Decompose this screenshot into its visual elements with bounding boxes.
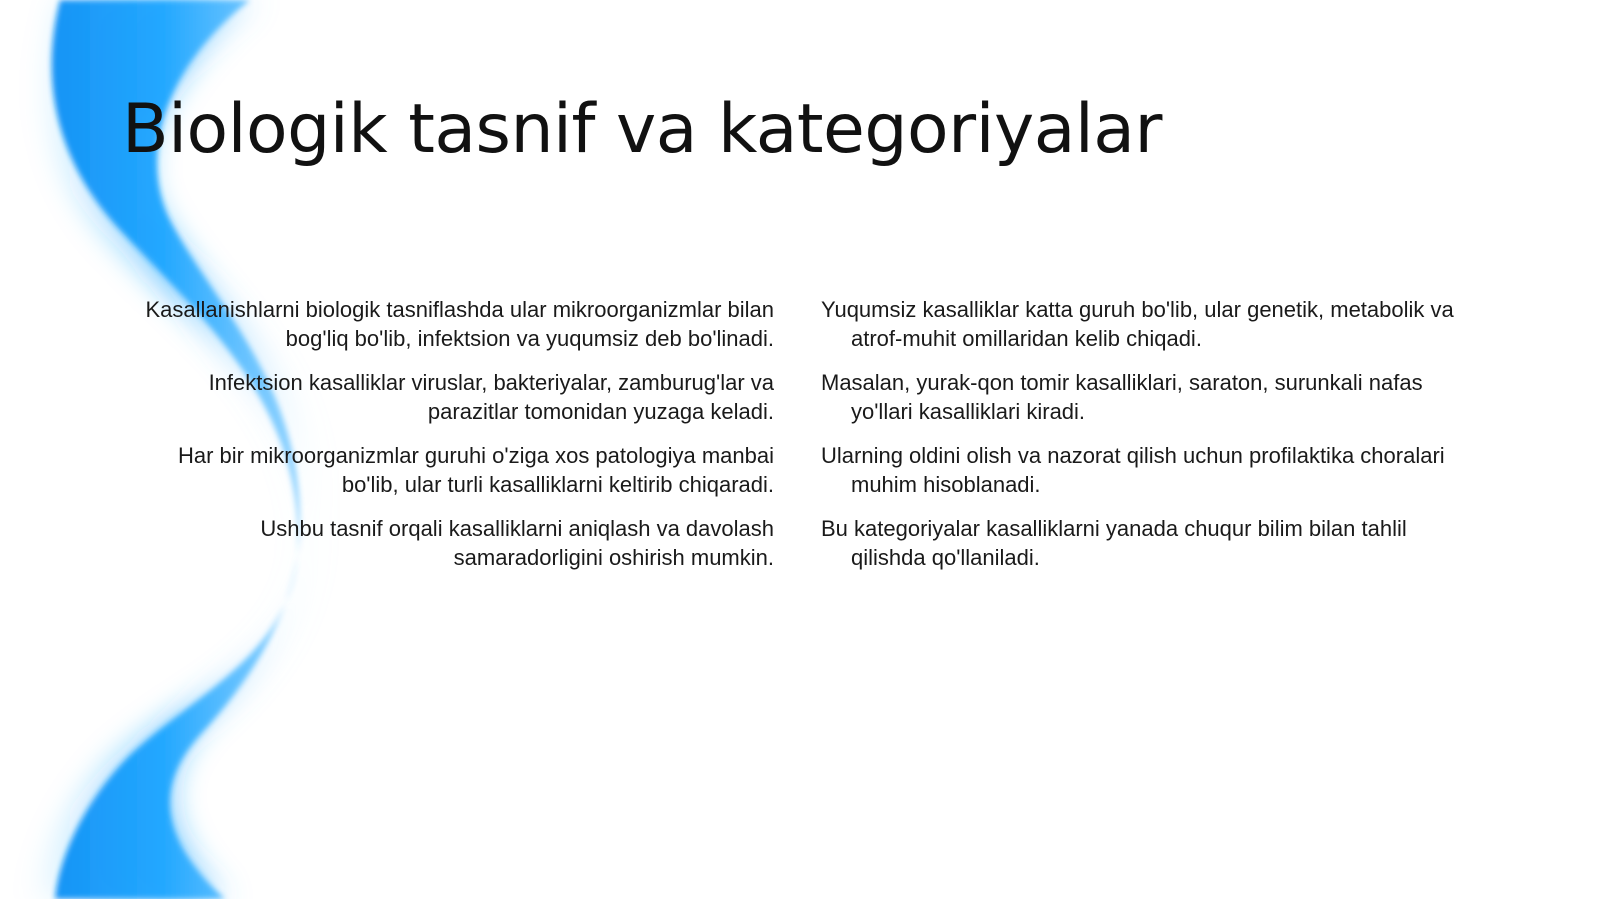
right-paragraph-2: Masalan, yurak-qon tomir kasalliklari, saraton, surunkali nafas yo'llari kasalliklari kiradi. [821, 370, 1423, 424]
left-paragraph-3: Har bir mikroorganizmlar guruhi o'ziga xos patologiya manbai bo'lib, ular turli kasalliklarni keltirib chiqaradi. [177, 443, 774, 497]
left-text-column [130, 296, 774, 588]
left-paragraph-4: Ushbu tasnif orqali kasalliklarni aniqlash va davolash samaradorligini oshirish mumkin. [260, 516, 774, 570]
right-text-column [821, 296, 1481, 588]
right-paragraph-4: Bu kategoriyalar kasalliklarni yanada chuqur bilim bilan tahlil qilishda qo'llaniladi. [821, 516, 1407, 570]
left-paragraph-1: Kasallanishlarni biologik tasniflashda ular mikroorganizmlar bilan bog'liq bo'lib, infektsion va yuqumsiz deb bo'linadi. [145, 297, 774, 351]
right-paragraph-3: Ularning oldini olish va nazorat qilish uchun profilaktika choralari muhim hisoblanadi. [821, 443, 1445, 497]
left-paragraph-2: Infektsion kasalliklar viruslar, bakteriyalar, zamburug'lar va parazitlar tomonidan yuzaga keladi. [208, 370, 774, 424]
slide-title: Biologik tasnif va kategoriyalar [122, 90, 1162, 169]
right-paragraph-1: Yuqumsiz kasalliklar katta guruh bo'lib, ular genetik, metabolik va atrof-muhit omillaridan kelib chiqadi. [821, 297, 1454, 351]
